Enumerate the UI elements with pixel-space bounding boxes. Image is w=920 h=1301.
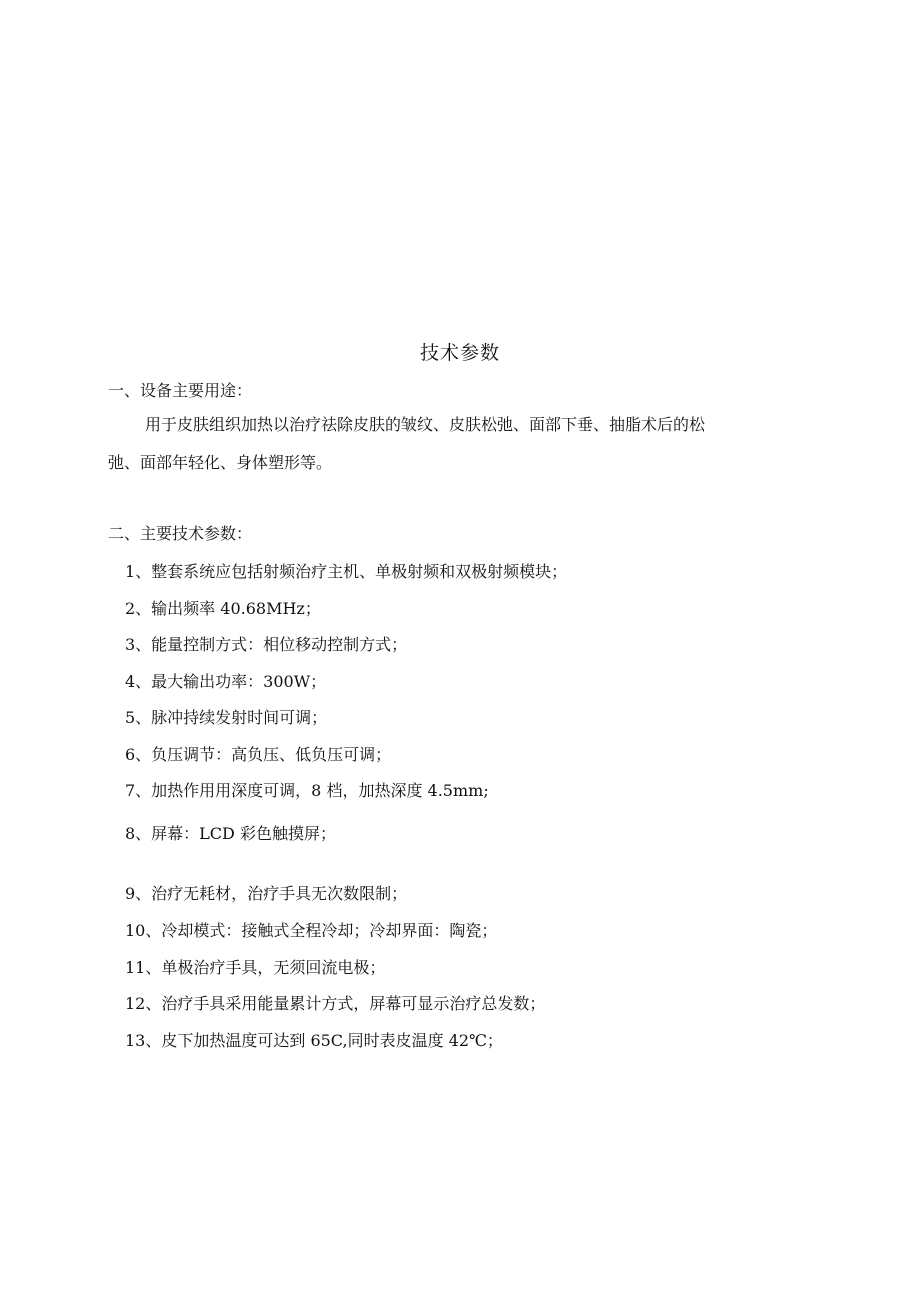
parameter-item: 11、单极治疗手具，无须回流电极； xyxy=(125,958,386,977)
parameter-item: 7、加热作用用深度可调，8 档，加热深度 4.5mm; xyxy=(125,781,489,800)
usage-paragraph-line-1: 用于皮肤组织加热以治疗祛除皮肤的皱纹、皮肤松弛、面部下垂、抽脂术后的松 xyxy=(145,415,706,434)
section-heading-parameters: 二、主要技术参数： xyxy=(108,524,253,543)
document-title: 技术参数 xyxy=(419,342,500,364)
parameter-item: 10、冷却模式：接触式全程冷却；冷却界面：陶瓷； xyxy=(125,921,498,940)
parameter-item: 12、治疗手具采用能量累计方式，屏幕可显示治疗总发数； xyxy=(125,994,546,1013)
parameter-item: 6、负压调节：高负压、低负压可调； xyxy=(125,745,392,764)
parameter-item: 8、屏幕：LCD 彩色触摸屏； xyxy=(125,824,336,843)
parameter-item: 2、输出频率 40.68MHz； xyxy=(125,599,321,618)
parameter-item: 9、治疗无耗材，治疗手具无次数限制； xyxy=(125,884,408,903)
parameter-item: 13、皮下加热温度可达到 65C,同时表皮温度 42℃； xyxy=(125,1031,503,1050)
section-heading-usage: 一、设备主要用途： xyxy=(108,381,253,400)
parameter-item: 5、脉冲持续发射时间可调； xyxy=(125,708,328,727)
parameter-item: 3、能量控制方式：相位移动控制方式； xyxy=(125,635,408,654)
parameter-item: 1、整套系统应包括射频治疗主机、单极射频和双极射频模块； xyxy=(125,562,568,581)
parameter-item: 4、最大输出功率：300W； xyxy=(125,672,327,691)
usage-paragraph-line-2: 弛、面部年轻化、身体塑形等。 xyxy=(108,453,333,472)
